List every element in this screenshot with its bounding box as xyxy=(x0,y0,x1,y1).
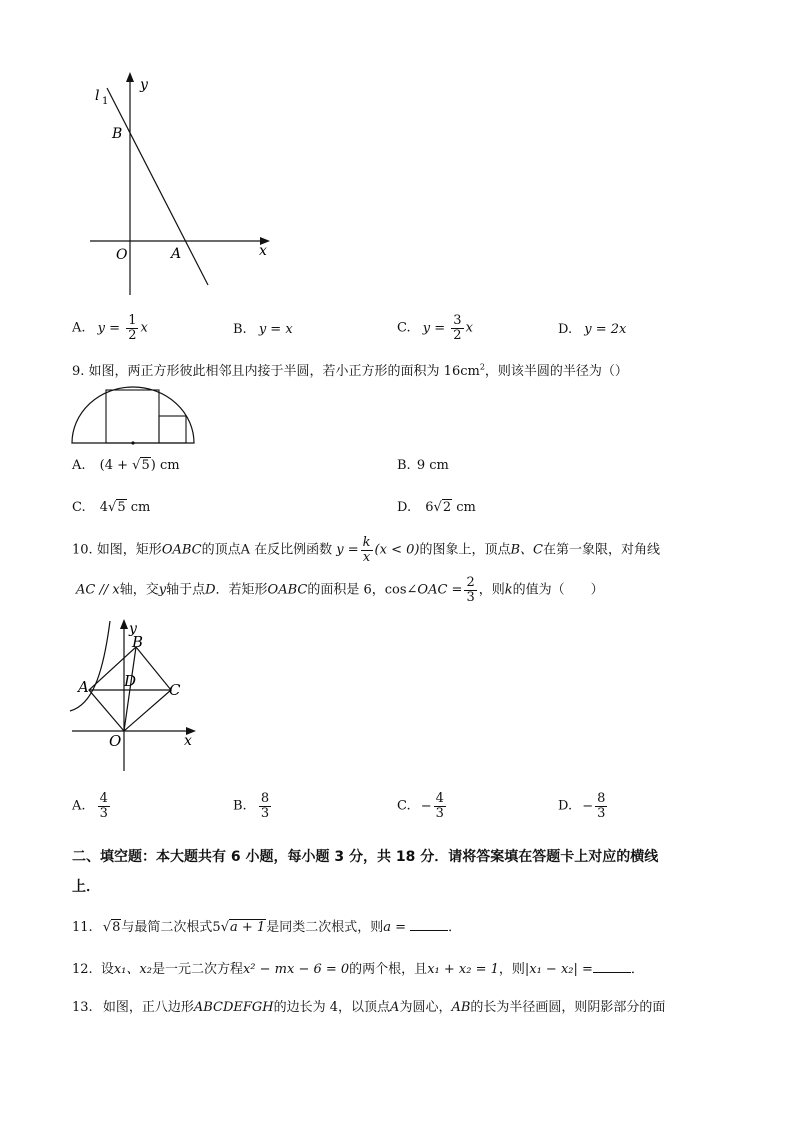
label-l: l xyxy=(95,88,100,104)
label-O: O xyxy=(109,732,122,750)
q9-option-b: B. 9 cm xyxy=(397,458,449,473)
label-l-sub: 1 xyxy=(102,96,109,107)
label-A: A xyxy=(78,678,89,696)
q9-option-d: D. 6√2 cm xyxy=(397,500,476,515)
label-x: x xyxy=(184,733,192,749)
label-y: y xyxy=(140,77,148,93)
q8-option-a: A. y = $\frac{1}{2}$ x xyxy=(72,313,148,343)
fraction: $\frac{8}{3}$ xyxy=(597,791,606,821)
q10-line2: AC // x轴，交y轴于点D．若矩形OABC的面积是 6，cos∠OAC = $\frac{2}{3}$ ，则k的值为（ ） xyxy=(76,575,604,605)
label-D: D xyxy=(124,672,137,690)
y-axis-arrow xyxy=(126,72,134,82)
q12: 12. 设x₁、x₂是一元二次方程x² − mx − 6 = 0的两个根，且x₁ + x₂ = 1，则|x₁ − x₂| = ． xyxy=(72,962,644,977)
q11: 11. √8与最简二次根式5√a + 1是同类二次根式，则a = ． xyxy=(72,920,462,935)
q9-question: 9. 如图，两正方形彼此相邻且内接于半圆，若小正方形的面积为 $16cm^2$，则该半圆的半径为（） xyxy=(72,362,628,379)
fraction: $\frac{3}{2}$ xyxy=(453,313,462,343)
label-A: A xyxy=(171,246,182,262)
q8-option-d: D. y = 2x xyxy=(558,322,627,337)
fraction: $\frac{2}{3}$ xyxy=(466,575,475,605)
small-square xyxy=(159,416,186,443)
q8-option-b: B. y = x xyxy=(233,322,293,337)
label-O: O xyxy=(116,247,128,263)
q13: 13. 如图，正八边形ABCDEFGH的边长为 4，以顶点A为圆心，AB的长为半径画圆，则阴影部分的面 xyxy=(72,1000,666,1015)
label-B: B xyxy=(112,126,123,142)
q10-option-b: B. $\frac{8}{3}$ xyxy=(233,791,270,821)
q10-option-a: A. $\frac{4}{3}$ xyxy=(72,791,108,821)
q10-option-c: C. − $\frac{4}{3}$ xyxy=(397,791,444,821)
section-heading-cont: 上． xyxy=(72,879,100,895)
center-point xyxy=(131,441,134,444)
q10-option-d: D. − $\frac{8}{3}$ xyxy=(558,791,606,821)
label-C: C xyxy=(169,681,181,699)
fraction: $\frac{1}{2}$ xyxy=(128,313,137,343)
fraction: $\frac{4}{3}$ xyxy=(435,791,444,821)
answer-blank xyxy=(410,918,448,931)
q9-figure xyxy=(68,383,198,447)
q10-line1: 10. 如图，矩形OABC的顶点A 在反比例函数 y = $\frac{k}{x}$ (x < 0)的图象上，顶点B、C在第一象限，对角线 xyxy=(72,535,660,565)
answer-blank xyxy=(593,960,631,973)
y-axis-arrow xyxy=(120,619,128,629)
fraction: $\frac{4}{3}$ xyxy=(99,791,108,821)
q8-figure xyxy=(80,70,280,300)
hyperbola xyxy=(70,621,110,711)
q9-option-c: C. 4√5 cm xyxy=(72,500,151,515)
label-B: B xyxy=(132,633,144,651)
fraction: $\frac{8}{3}$ xyxy=(260,791,270,821)
big-square xyxy=(106,390,159,443)
label-y: y xyxy=(129,621,137,637)
label-x: x xyxy=(259,243,267,259)
semicircle xyxy=(72,387,194,443)
q10-figure xyxy=(66,615,206,777)
section-heading: 二、填空题：本大题共有 6 小题，每小题 3 分，共 18 分．请将答案填在答题卡上对应的横线 xyxy=(72,849,659,865)
q9-option-a: A. (4 + √5) cm xyxy=(72,458,180,473)
fraction: $\frac{k}{x}$ xyxy=(362,535,371,565)
q8-option-c: C. y = $\frac{3}{2}$ x xyxy=(397,313,473,343)
